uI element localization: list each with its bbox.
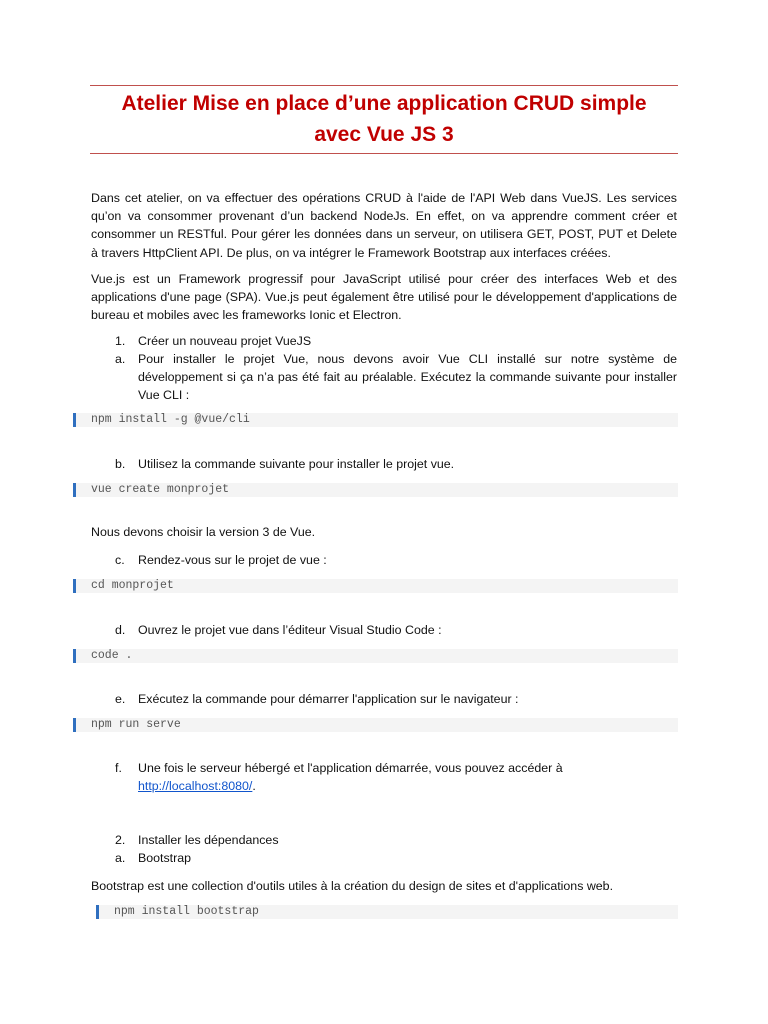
code-accent-bar — [73, 483, 76, 497]
code-text: cd monprojet — [91, 579, 174, 592]
title-rule-top — [90, 85, 678, 86]
bootstrap-paragraph: Bootstrap est une collection d'outils utiles à la création du design de sites et d'applications web. — [91, 879, 614, 893]
list-item-text: Pour installer le projet Vue, nous devons avoir Vue CLI installé sur notre système de développement si ça n’a pas été fait au préalable. Exécutez la commande suivante pour installer Vue CLI : — [138, 352, 677, 403]
list-item-text: Ouvrez le projet vue dans l’éditeur Visual Studio Code : — [138, 623, 442, 637]
step-f-text: Une fois le serveur hébergé et l'application démarrée, vous pouvez accéder à — [138, 761, 563, 775]
list-item-step-e — [115, 690, 677, 708]
list-item-text: Utilisez la commande suivante pour installer le projet vue. — [138, 457, 455, 471]
list-marker: 1. — [115, 334, 126, 348]
list-item-step-a — [115, 350, 677, 405]
list-marker: e. — [115, 692, 126, 706]
page-title — [90, 88, 678, 150]
list-marker: f. — [115, 761, 122, 775]
list-item-step-2 — [115, 831, 677, 849]
localhost-link[interactable]: http://localhost:8080/ — [138, 779, 253, 794]
list-item-text: Créer un nouveau projet VueJS — [138, 334, 312, 348]
title-line-1: Atelier Mise en place d’une application CRUD simple — [121, 92, 647, 115]
list-item-text: Installer les dépendances — [138, 833, 279, 847]
step-f-period: . — [252, 779, 256, 794]
list-item-text — [138, 759, 677, 795]
list-item-step-b — [115, 455, 677, 473]
list-item-text: Rendez-vous sur le projet de vue : — [138, 553, 327, 567]
code-accent-bar — [73, 579, 76, 593]
list-item-step-d — [115, 621, 677, 639]
list-marker: d. — [115, 623, 126, 637]
list-item-text: Bootstrap — [138, 851, 192, 865]
list-marker: b. — [115, 457, 126, 471]
list-item-step-c — [115, 551, 677, 569]
list-marker: 2. — [115, 833, 126, 847]
list-item-step-f — [115, 759, 677, 795]
code-block-code — [73, 649, 678, 663]
code-text: npm run serve — [91, 718, 181, 731]
vue-paragraph: Vue.js est un Framework progressif pour JavaScript utilisé pour créer des interfaces Web et des applications d'une page (SPA). Vue.js peut également être utilisé pour le développement d'applications de bureau et mobiles avec les frameworks Ionic et Electron. — [91, 272, 677, 323]
list-item-step-1 — [115, 332, 677, 350]
list-marker: c. — [115, 553, 125, 567]
list-item-step-2a — [115, 849, 677, 867]
code-text: npm install -g @vue/cli — [91, 413, 250, 426]
title-line-2: avec Vue JS 3 — [314, 123, 454, 146]
list-item-text: Exécutez la commande pour démarrer l'application sur le navigateur : — [138, 692, 519, 706]
code-block-install-cli — [73, 413, 678, 427]
code-block-serve — [73, 718, 678, 732]
code-block-cd — [73, 579, 678, 593]
code-block-create — [73, 483, 678, 497]
code-accent-bar — [96, 905, 99, 919]
code-text: npm install bootstrap — [114, 905, 259, 918]
code-accent-bar — [73, 718, 76, 732]
intro-paragraph: Dans cet atelier, on va effectuer des opérations CRUD à l'aide de l'API Web dans VueJS. Les services qu’on va consommer provenant d’un backend NodeJs. En effet, on va apprendre comment créer et consommer un RESTful. Pour gérer les données dans un serveur, on utilisera GET, POST, PUT et Delete à travers HttpClient API. De plus, on va intégrer le Framework Bootstrap aux interfaces créées. — [91, 191, 677, 260]
title-rule-bottom — [90, 153, 678, 154]
code-text: vue create monprojet — [91, 483, 230, 496]
code-accent-bar — [73, 413, 76, 427]
list-marker: a. — [115, 851, 126, 865]
code-block-bootstrap — [96, 905, 678, 919]
code-accent-bar — [73, 649, 76, 663]
code-text: code . — [91, 649, 133, 662]
version-note: Nous devons choisir la version 3 de Vue. — [91, 525, 316, 539]
list-marker: a. — [115, 352, 126, 366]
